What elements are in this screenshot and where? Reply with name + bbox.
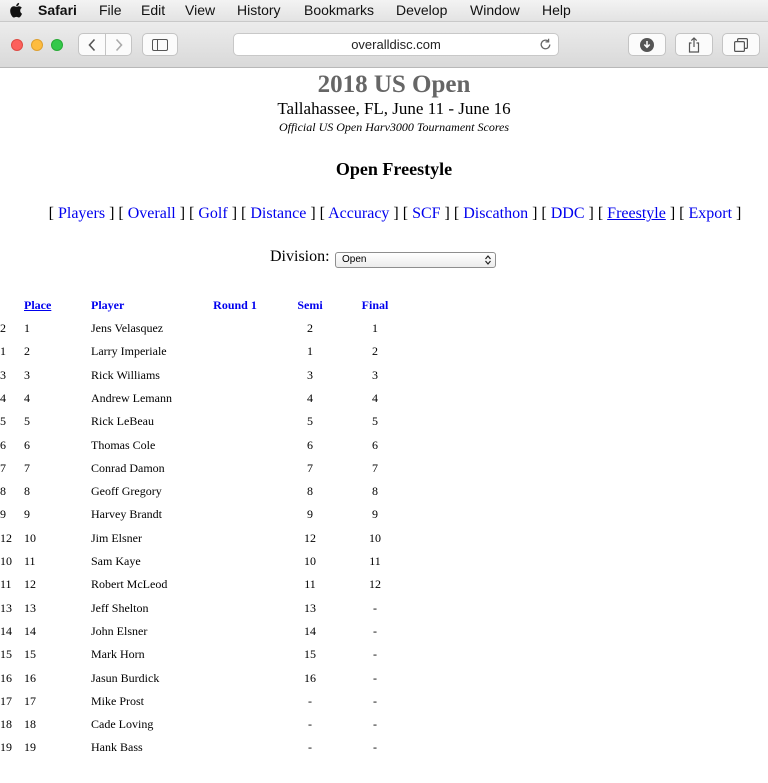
column-header-player: Player [91, 298, 125, 312]
history-nav [78, 33, 132, 56]
cell-round1: 16 [0, 670, 12, 685]
menu-app-name[interactable]: Safari [38, 2, 77, 18]
close-window-button[interactable] [11, 39, 23, 51]
table-row [0, 740, 768, 763]
cell-player: Conrad Damon [91, 460, 165, 475]
cell-place: 16 [24, 670, 36, 685]
cell-final: 3 [372, 367, 378, 382]
forward-button[interactable] [106, 34, 132, 55]
cell-player: Hank Bass [91, 740, 143, 755]
menu-help[interactable]: Help [542, 2, 571, 18]
cell-player: Geoff Gregory [91, 484, 162, 499]
cell-round1: 7 [0, 460, 6, 475]
table-row [0, 577, 768, 600]
cell-player: Jasun Burdick [91, 670, 160, 685]
cell-final: 9 [372, 507, 378, 522]
menu-edit[interactable]: Edit [141, 2, 166, 18]
url-text: overalldisc.com [351, 37, 441, 52]
division-select[interactable] [335, 252, 496, 268]
cell-final: - [373, 670, 377, 685]
share-icon [687, 37, 701, 53]
cell-final: 1 [372, 321, 378, 335]
nav-link-export[interactable]: Export [688, 205, 733, 222]
cell-place: 17 [24, 693, 36, 708]
cell-round1: 17 [0, 693, 12, 708]
cell-semi: 8 [307, 484, 313, 499]
page-tagline: Official US Open Harv3000 Tournament Scores [278, 120, 510, 134]
cell-semi: 1 [307, 344, 313, 359]
browser-toolbar [0, 22, 768, 68]
cell-semi: - [308, 740, 312, 755]
web-page [0, 68, 768, 783]
page-title: 2018 US Open [317, 71, 471, 98]
cell-semi: - [308, 693, 312, 708]
nav-link-golf[interactable]: Golf [198, 205, 228, 222]
downloads-button[interactable] [628, 33, 666, 56]
cell-place: 19 [24, 740, 36, 755]
cell-place: 12 [24, 577, 36, 592]
cell-player: Cade Loving [91, 717, 154, 732]
cell-final: 4 [372, 390, 378, 405]
event-nav: [ Players ] [ Overall ] [ Golf ] [ Distance ] [ Accuracy ] [ SCF ] [ Discathon ] [ DDC ] [ Freestyle ] [ Export ] [48, 205, 742, 222]
column-header-place[interactable]: Place [24, 298, 52, 312]
division-selected-value: Open [342, 254, 367, 265]
cell-final: - [373, 600, 377, 615]
cell-player: John Elsner [91, 623, 148, 638]
menu-develop[interactable]: Develop [396, 2, 448, 18]
cell-place: 10 [24, 530, 36, 545]
table-row [0, 671, 768, 694]
zoom-window-button[interactable] [51, 39, 63, 51]
event-location-dates: Tallahassee, FL, June 11 - June 16 [277, 99, 511, 118]
cell-place: 2 [24, 344, 30, 359]
cell-final: 8 [372, 484, 378, 499]
cell-place: 3 [24, 367, 30, 382]
cell-player: Andrew Lemann [91, 390, 172, 405]
table-row [0, 601, 768, 624]
cell-round1: 18 [0, 717, 12, 732]
cell-final: - [373, 740, 377, 755]
division-label: Division: [270, 248, 330, 265]
cell-final: 7 [372, 460, 378, 475]
cell-round1: 15 [0, 647, 12, 662]
menu-view[interactable]: View [185, 2, 216, 18]
cell-semi: 15 [304, 647, 316, 662]
menu-window[interactable]: Window [470, 2, 520, 18]
menu-bookmarks[interactable]: Bookmarks [304, 2, 375, 18]
cell-place: 6 [24, 437, 30, 452]
cell-semi: 5 [307, 414, 313, 429]
cell-player: Rick Williams [91, 367, 160, 382]
cell-semi: 3 [307, 367, 313, 382]
cell-place: 15 [24, 647, 36, 662]
nav-link-scf[interactable]: SCF [412, 205, 441, 222]
cell-round1: 10 [0, 554, 12, 568]
cell-semi: 9 [307, 507, 313, 522]
cell-player: Robert McLeod [91, 577, 168, 592]
tabs-icon [734, 38, 748, 52]
cell-place: 13 [24, 600, 36, 615]
table-row [0, 531, 768, 554]
forward-icon [115, 38, 123, 51]
cell-round1: 1 [0, 344, 6, 359]
cell-round1: 13 [0, 600, 12, 615]
table-row [0, 484, 768, 507]
cell-round1: 2 [0, 321, 6, 335]
table-row [0, 321, 768, 344]
table-row [0, 507, 768, 530]
table-row [0, 368, 768, 391]
cell-round1: 14 [0, 623, 12, 638]
cell-place: 4 [24, 390, 30, 405]
cell-round1: 6 [0, 437, 6, 452]
nav-link-freestyle[interactable]: Freestyle [607, 205, 666, 222]
cell-semi: 13 [304, 600, 316, 615]
cell-place: 8 [24, 484, 30, 499]
minimize-window-button[interactable] [31, 39, 43, 51]
menu-bar [0, 0, 768, 22]
back-button[interactable] [79, 34, 105, 55]
cell-player: Thomas Cole [91, 437, 156, 452]
cell-final: 2 [372, 344, 378, 359]
cell-round1: 19 [0, 740, 12, 755]
cell-final: - [373, 717, 377, 732]
cell-place: 1 [24, 321, 30, 335]
cell-final: 11 [369, 554, 381, 568]
cell-place: 9 [24, 507, 30, 522]
cell-round1: 8 [0, 484, 6, 499]
cell-semi: - [308, 717, 312, 732]
nav-link-discathon[interactable]: Discathon [463, 205, 529, 222]
cell-round1: 9 [0, 507, 6, 522]
table-row [0, 554, 768, 577]
nav-link-accuracy[interactable]: Accuracy [328, 205, 390, 222]
cell-semi: 16 [304, 670, 316, 685]
cell-place: 18 [24, 717, 36, 732]
cell-final: 10 [369, 530, 381, 545]
event-heading: Open Freestyle [335, 159, 453, 179]
cell-semi: 2 [307, 321, 313, 335]
table-row [0, 647, 768, 670]
cell-player: Jens Velasquez [91, 321, 164, 335]
download-icon [640, 38, 654, 52]
nav-link-players[interactable]: Players [57, 205, 106, 222]
column-header-round1: Round 1 [213, 298, 257, 312]
cell-semi: 7 [307, 460, 313, 475]
table-row [0, 717, 768, 740]
cell-player: Jeff Shelton [91, 600, 149, 615]
cell-player: Mike Prost [91, 693, 145, 708]
table-row [0, 624, 768, 647]
sidebar-button[interactable] [142, 33, 178, 56]
cell-player: Sam Kaye [91, 554, 141, 568]
address-bar[interactable] [233, 33, 559, 56]
cell-player: Jim Elsner [91, 530, 142, 545]
cell-round1: 4 [0, 390, 6, 405]
cell-final: 5 [372, 414, 378, 429]
cell-final: - [373, 693, 377, 708]
share-button[interactable] [675, 33, 713, 56]
table-row [0, 391, 768, 414]
menu-history[interactable]: History [237, 2, 281, 18]
table-row [0, 438, 768, 461]
cell-round1: 5 [0, 414, 6, 429]
cell-semi: 4 [307, 390, 313, 405]
menu-file[interactable]: File [99, 2, 122, 18]
reload-icon[interactable] [539, 38, 552, 51]
cell-player: Harvey Brandt [91, 507, 162, 522]
cell-player: Rick LeBeau [91, 414, 154, 429]
apple-icon[interactable] [9, 2, 23, 18]
select-arrows-icon [485, 255, 491, 265]
table-row [0, 414, 768, 437]
column-header-final: Final [361, 298, 389, 312]
cell-player: Larry Imperiale [91, 344, 167, 359]
cell-final: 6 [372, 437, 378, 452]
cell-semi: 12 [304, 530, 316, 545]
cell-round1: 12 [0, 530, 12, 545]
sidebar-icon [152, 39, 168, 51]
cell-round1: 11 [0, 577, 12, 592]
back-icon [88, 38, 96, 51]
cell-place: 7 [24, 460, 30, 475]
table-row [0, 344, 768, 367]
cell-final: - [373, 647, 377, 662]
cell-semi: 6 [307, 437, 313, 452]
cell-place: 14 [24, 623, 36, 638]
nav-link-distance[interactable]: Distance [250, 205, 307, 222]
column-header-semi: Semi [297, 298, 323, 312]
nav-link-overall[interactable]: Overall [127, 205, 176, 222]
cell-place: 5 [24, 414, 30, 429]
cell-round1: 3 [0, 367, 6, 382]
table-row [0, 461, 768, 484]
cell-final: - [373, 623, 377, 638]
cell-semi: 14 [304, 623, 316, 638]
nav-link-ddc[interactable]: DDC [550, 205, 585, 222]
cell-final: 12 [369, 577, 381, 592]
show-tabs-button[interactable] [722, 33, 760, 56]
table-row [0, 694, 768, 717]
cell-semi: 10 [304, 554, 316, 568]
cell-semi: 11 [304, 577, 316, 592]
cell-player: Mark Horn [91, 647, 145, 662]
cell-place: 11 [24, 554, 36, 568]
